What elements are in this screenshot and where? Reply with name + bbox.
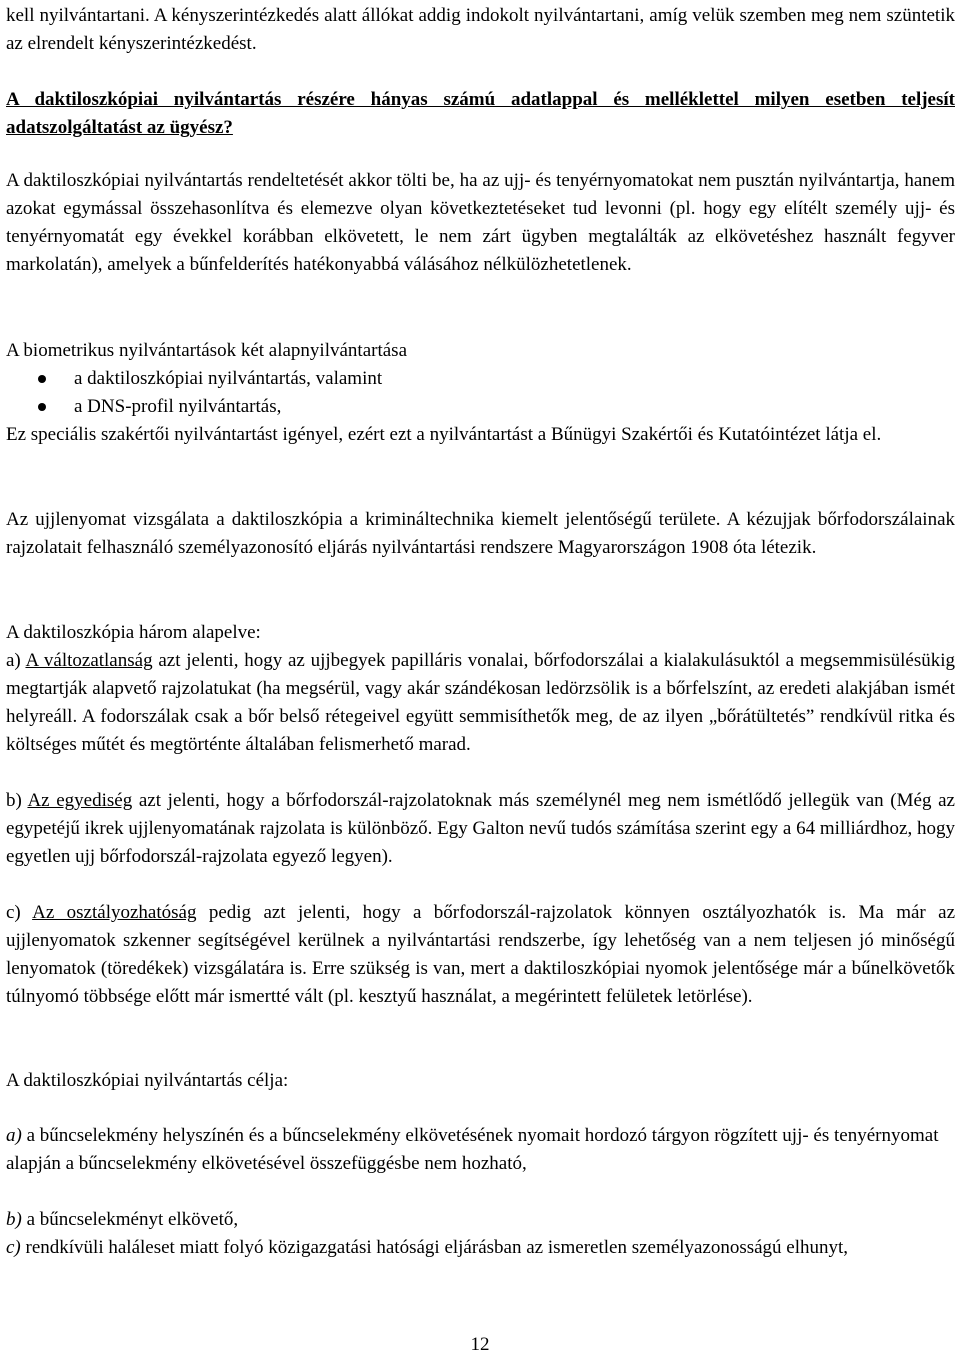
- principle-b-prefix: b): [6, 790, 28, 811]
- biometric-intro: A biometrikus nyilvántartások két alapnyilvántartása: [6, 340, 408, 361]
- bullet-icon: [38, 403, 46, 411]
- principle-c-prefix: c): [6, 902, 33, 923]
- principle-a-term: A változatlanság: [25, 650, 153, 671]
- section-heading: A daktiloszkópiai nyilvántartás részére hányas számú adatlappal és melléklettel milyen esetben teljesít adatszolgáltatást az ügyész?: [6, 89, 955, 138]
- principle-a-text: azt jelenti, hogy az ujjbegyek papilláris vonalai, bőrfodorszálai a kialakulásuktól a megsemmisülésükig megtartják alapvető rajzolatukat (ha megsérül, vagy akár szándékosan ledörzsölik is a bőrfelszínt, az eredeti alakjában ismét helyreáll. A fodorszálak csak a bőr belső rétegeivel együtt semmisíthetők meg, de az ilyen „bőrátültetés” rendkívül ritka és költséges műtét és megtörténte általában felismerhető marad.: [6, 650, 955, 755]
- biometric-after-paragraph: Ez speciális szakértői nyilvántartást igényel, ezért ezt a nyilvántartást a Bűnügyi Szakértői és Kutatóintézet látja el.: [6, 424, 882, 445]
- bullet-text: a daktiloszkópiai nyilvántartás, valamint: [74, 368, 383, 389]
- principle-a: [6, 647, 955, 759]
- principle-b-text: azt jelenti, hogy a bőrfodorszál-rajzolatoknak más személynél meg nem ismétlődő jellegük van (Még az egypetéjű ikrek ujjlenyomatának rajzolata is különböző. Egy Galton nevű tudós számítása szerint egy a 64 milliárdhoz, hogy egyetlen ujj bőrfodorszál-rajzolata egyező legyen).: [6, 790, 955, 867]
- goal-b-text: a bűncselekményt elkövető,: [21, 1209, 239, 1230]
- goal-a-text: a bűncselekmény helyszínén és a bűncselekmény elkövetésének nyomait hordozó tárgyon rögzített ujj- és tenyérnyomat alapján a bűncselekmény elkövetésével összefüggésbe nem hozható,: [6, 1125, 939, 1174]
- principle-a-prefix: a): [6, 650, 26, 671]
- goal-c-text: rendkívüli haláleset miatt folyó közigazgatási hatósági eljárásban az ismeretlen személyazonosságú elhunyt,: [20, 1237, 849, 1258]
- purpose-paragraph: A daktiloszkópiai nyilvántartás rendeltetését akkor tölti be, ha az ujj- és tenyérnyomatokat nem pusztán nyilvántartja, hanem azokat egymással összehasonlítva és elemezve olyan következtetéseket tud levonni (pl. hogy egy elítélt személy ujj- és tenyérnyomatát egy évekkel korábban elkövetett, le nem zárt ügyben megtalálták az elkövetéshez használt fegyver markolatán), amelyek a bűnfelderítés hatékonyabbá válásához nélkülözhetetlenek.: [6, 170, 955, 275]
- principle-c-term: Az osztályozhatóság: [32, 902, 197, 923]
- principle-c-text: pedig azt jelenti, hogy a bőrfodorszál-rajzolatok könnyen osztályozhatók is. Ma már az ujjlenyomatok szkenner segítségével kerülnek a nyilvántartási rendszerbe, így lehetőség van a nem teljesen jó minőségű lenyomatok (töredékek) vizsgálatára is. Erre szükség is van, mert a daktiloszkópiai nyomok jelentősége már a bűnelkövetők túlnyomó többsége előtt már ismertté vált (pl. kesztyű használat, a megérintett felületek letörlése).: [6, 902, 955, 1007]
- intro-paragraph: kell nyilvántartani. A kényszerintézkedés alatt állókat addig indokolt nyilvántartani, amíg velük szemben meg nem szüntetik az elrendelt kényszerintézkedést.: [6, 5, 955, 54]
- principle-b-term: Az egyediség: [27, 790, 133, 811]
- goal-b: [6, 1206, 955, 1234]
- goal-c: [6, 1234, 955, 1262]
- principle-c: [6, 899, 955, 1011]
- goal-a-label: a): [6, 1125, 22, 1146]
- principles-intro: A daktiloszkópia három alapelve:: [6, 622, 261, 643]
- goal-a: [6, 1122, 955, 1178]
- bullet-icon: [38, 375, 46, 383]
- page-number: 12: [470, 1334, 490, 1355]
- fingerprint-paragraph: Az ujjlenyomat vizsgálata a daktiloszkópia a krimináltechnika kiemelt jelentőségű területe. A kézujjak bőrfodorszálainak rajzolatait felhasználó személyazonosító eljárás nyilvántartási rendszere Magyarországon 1908 óta létezik.: [6, 509, 955, 558]
- bullet-text: a DNS-profil nyilvántartás,: [74, 396, 282, 417]
- goal-b-label: b): [6, 1209, 22, 1230]
- goal-c-label: c): [6, 1237, 21, 1258]
- goal-intro: A daktiloszkópiai nyilvántartás célja:: [6, 1070, 289, 1091]
- principle-b: [6, 787, 955, 871]
